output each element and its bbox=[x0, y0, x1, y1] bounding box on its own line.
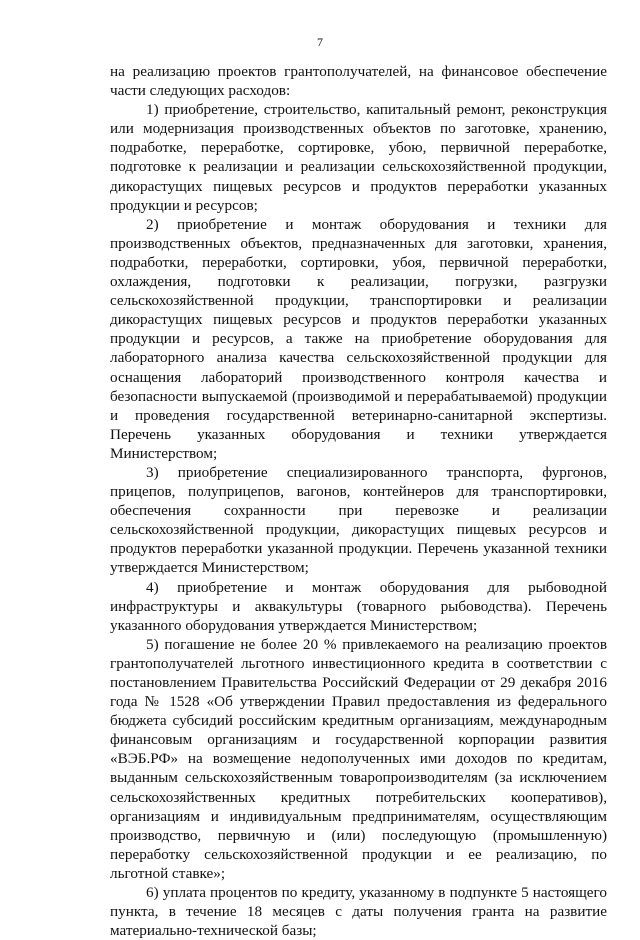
paragraph-item-3: 3) приобретение специализированного транспорта, фургонов, прицепов, полуприцепов, вагонов, контейнеров для транспортировки, обеспечения сохранности при перевозке и реализации сельскохозяйственной продукции, дикорастущих пищевых ресурсов и продуктов переработки указанной продукции. Перечень указанной техники утверждается Министерством; bbox=[110, 463, 607, 577]
document-body bbox=[110, 62, 607, 940]
paragraph-intro: на реализацию проектов грантополучателей, на финансовое обеспечение части следующих расходов: bbox=[110, 63, 607, 100]
paragraph-item-1: 1) приобретение, строительство, капитальный ремонт, реконструкция или модернизация производственных объектов по заготовке, хранению, подработке, переработке, сортировке, убою, первичной переработке, подготовке к реализации и реализации сельскохозяйственной продукции, дикорастущих пищевых ресурсов и продуктов переработки указанных продукции и ресурсов; bbox=[110, 101, 607, 214]
paragraph-item-2: 2) приобретение и монтаж оборудования и техники для производственных объектов, предназначенных для заготовки, хранения, подработки, переработки, сортировки, убоя, первичной переработки, охлаждения, подготовки к реализации, погрузки, разгрузки сельскохозяйственной продукции, транспортировки и реализации дикорастущих пищевых ресурсов и продуктов переработки указанных продукции и ресурсов, а также на приобретение оборудования для лабораторного анализа качества сельскохозяйственной продукции для оснащения лабораторий производственного контроля качества и безопасности выпускаемой (производимой и перерабатываемой) продукции и проведения государственной ветеринарно-санитарной экспертизы. Перечень указанных оборудования и техники утверждается Министерством; bbox=[110, 215, 607, 462]
paragraph-item-5: 5) погашение не более 20 % привлекаемого на реализацию проектов грантополучателей льготного инвестиционного кредита в соответствии с постановлением Правительства Российский Федерации от 29 декабря 2016 года № 1528 «Об утверждении Правил предоставления из федерального бюджета субсидий российским кредитным организациям, международным финансовым организациям и государственной корпорации развития «ВЭБ.РФ» на возмещение недополученных ими доходов по кредитам, выданным сельскохозяйственным товаропроизводителям (за исключением сельскохозяйственных кредитных потребительских кооперативов), организациям и индивидуальным предпринимателям, осуществляющим производство, первичную и (или) последующую (промышленную) переработку сельскохозяйственной продукции и ее реализацию, по льготной ставке»; bbox=[110, 635, 607, 882]
paragraph-item-6: 6) уплата процентов по кредиту, указанному в подпункте 5 настоящего пункта, в течение 18 месяцев с даты получения гранта на развитие материально-технической базы; bbox=[110, 884, 607, 940]
paragraph-item-4: 4) приобретение и монтаж оборудования для рыбоводной инфраструктуры и аквакультуры (товарного рыбоводства). Перечень указанного оборудования утверждается Министерством; bbox=[110, 578, 607, 634]
page-number: 7 bbox=[317, 35, 323, 49]
